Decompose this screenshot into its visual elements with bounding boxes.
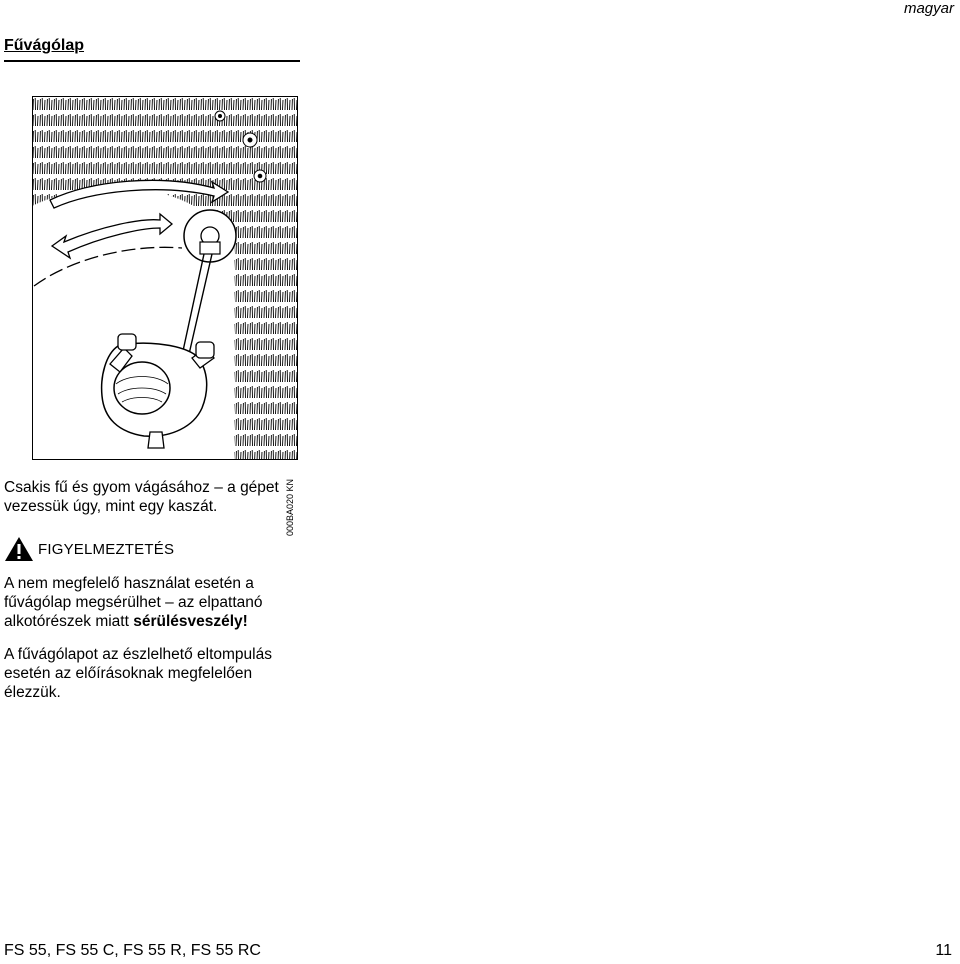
warning-emphasis: sérülésveszély! (133, 613, 248, 630)
footer-models: FS 55, FS 55 C, FS 55 R, FS 55 RC (4, 942, 261, 959)
warning-heading (4, 536, 174, 562)
page-number: 11 (935, 942, 952, 959)
warning-paragraph (4, 574, 304, 631)
figure-caption: Csakis fű és gyom vágásához – a gépet vezessük úgy, mint egy kaszát. (4, 479, 279, 515)
sharpening-paragraph: A fűvágólapot az észlelhető eltompulás esetén az előírásoknak megfelelően élezzük. (4, 646, 272, 701)
header-language: magyar (903, 0, 954, 17)
section-title: Fűvágólap (4, 37, 300, 62)
warning-triangle-icon (4, 536, 34, 562)
warning-label: FIGYELMEZTETÉS (38, 540, 175, 558)
warning-text: A nem megfelelő használat esetén a fűvágólap megsérülhet – az elpattanó alkotórészek miatt (4, 575, 263, 630)
figure-code: 000BA020 KN (285, 478, 295, 536)
